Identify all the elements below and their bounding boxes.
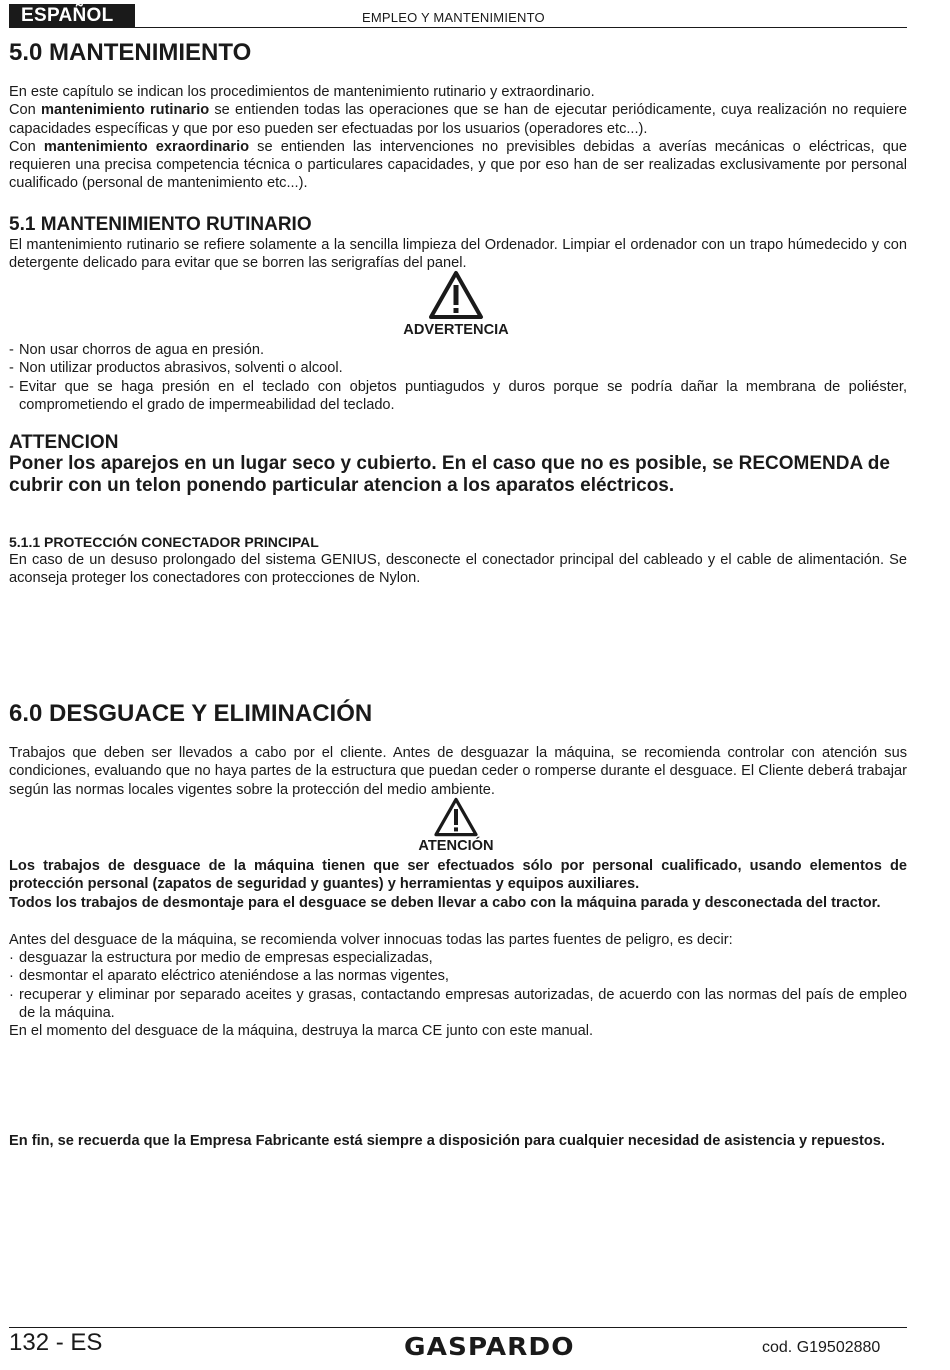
language-label: ESPAÑOL — [9, 4, 135, 28]
list-item-text: Non utilizar productos abrasivos, solventi o alcool. — [19, 360, 343, 377]
routine-pre: Con — [9, 102, 41, 119]
closing-note: En fin, se recuerda que la Empresa Fabricante está siempre a disposición para cualquier necesidad de asistencia y repuestos. — [9, 1133, 885, 1149]
section-5-title: 5.0 MANTENIMIENTO — [9, 39, 252, 66]
brand-logo: GASPARDO — [404, 1332, 575, 1361]
warning-triangle-icon — [433, 797, 479, 837]
warning-label-1: ADVERTENCIA — [403, 322, 509, 338]
list-item-text: Evitar que se haga presión en el teclado con objetos puntiagudos y duros porque se podría dañar la membrana de poliéster, comprometiendo el grado de impermeabilidad del teclado. — [19, 378, 907, 413]
section-5-1-1-title: 5.1.1 PROTECCIÓN CONECTADOR PRINCIPAL — [9, 534, 319, 550]
list-marker: - — [9, 378, 14, 395]
list-item-text: desguazar la estructura por medio de empresas especializadas, — [19, 950, 433, 966]
dismantling-warning — [9, 857, 907, 912]
before-dismantling-intro: Antes del desguace de la máquina, se recomienda volver innocuas todas las partes fuentes de peligro, es decir: — [9, 932, 733, 948]
list-marker: - — [9, 342, 14, 358]
warning-triangle-icon — [428, 270, 484, 320]
list-item — [9, 359, 907, 377]
document-code: cod. G19502880 — [762, 1339, 881, 1356]
section-5-intro: En este capítulo se indican los procedimientos de mantenimiento rutinario y extraordinario. — [9, 84, 595, 100]
routine-post: se entienden todas las operaciones que se han de ejecutar periódicamente, cuya realización no requiere capacidades específicas y que por eso pueden ser efectuadas por los usuarios (operadores etc...). — [9, 102, 908, 137]
list-item — [9, 967, 907, 985]
section-6-title: 6.0 DESGUACE Y ELIMINACIÓN — [9, 700, 373, 727]
warning-block-1 — [400, 270, 512, 339]
list-item-text: recuperar y eliminar por separado aceites y grasas, contactando empresas autorizadas, de acuerdo con las normas del país de empleo de la máquina. — [19, 986, 907, 1021]
routine-term: mantenimiento rutinario — [40, 102, 210, 119]
section-5-body — [9, 83, 907, 193]
section-6-body: Trabajos que deben ser llevados a cabo por el cliente. Antes de desguazar la máquina, se recomienda controlar con atención sus condiciones, evaluando que no haya partes de la estructura que puedan ceder o romperse durante el desguace. El Cliente deberá trabajar según las normas locales vigentes sobre la protección del medio ambiente. — [9, 745, 907, 798]
list-item — [9, 986, 907, 1023]
list-item-text: Non usar chorros de agua en presión. — [19, 342, 265, 358]
attention-title: ATTENCION — [9, 432, 119, 453]
bullet-marker: · — [9, 968, 14, 985]
dismantling-steps-list — [9, 949, 907, 1022]
page-number: 132 - ES — [9, 1329, 103, 1356]
warning-label-2: ATENCIÓN — [418, 838, 494, 854]
section-5-1-1-body: En caso de un desuso prolongado del sistema GENIUS, desconecte el conectador principal del cableado y el cable de alimentación. Se aconseja proteger los conectadores con protecciones de Nylon. — [9, 552, 907, 587]
extraordinary-definition — [9, 138, 907, 193]
list-item — [9, 949, 907, 967]
bullet-marker: · — [9, 950, 14, 966]
warning-block-2 — [400, 797, 512, 855]
dismantling-warning-1: Los trabajos de desguace de la máquina tienen que ser efectuados sólo por personal cualificado, usando elementos de protección personal (zapatos de seguridad y guantes) y herramientas y equipos auxiliares. — [9, 858, 907, 893]
extra-pre: Con — [9, 138, 44, 155]
list-marker: - — [9, 360, 14, 377]
attention-body: Poner los aparejos en un lugar seco y cubierto. En el caso que no es posible, se RECOMENDA de cubrir con un telon ponendo particular atencion a los aparatos eléctricos. — [9, 453, 890, 496]
list-item — [9, 378, 907, 415]
maintenance-warnings-list — [9, 341, 907, 414]
section-5-1-title: 5.1 MANTENIMIENTO RUTINARIO — [9, 214, 312, 235]
routine-definition — [9, 101, 907, 138]
list-item-text: desmontar el aparato eléctrico ateniéndose a las normas vigentes, — [19, 968, 449, 985]
list-item — [9, 341, 907, 359]
footer-divider — [9, 1327, 907, 1328]
section-5-1-body: El mantenimiento rutinario se refiere solamente a la sencilla limpieza del Ordenador. Limpiar el ordenador con un trapo húmedecido y con detergente delicado para evitar que se borren las serigrafías del panel. — [9, 237, 907, 272]
header-divider — [9, 27, 907, 28]
bullet-marker: · — [9, 986, 14, 1003]
extra-post: se entienden las intervenciones no previsibles debidas a averías mecánicas o eléctricas, que requieren una precisa competencia técnica o particulares capacidades, y que por eso han de ser realizadas exclusivamente por personal cualificado (personal de mantenimiento etc...). — [9, 138, 907, 192]
header-section-title: EMPLEO Y MANTENIMIENTO — [362, 10, 545, 25]
ce-mark-note: En el momento del desguace de la máquina, destruya la marca CE junto con este manual. — [9, 1023, 594, 1039]
dismantling-warning-2: Todos los trabajos de desmontaje para el desguace se deben llevar a cabo con la máquina parada y desconectada del tractor. — [9, 894, 881, 911]
extra-term: mantenimiento exraordinario — [43, 138, 250, 155]
